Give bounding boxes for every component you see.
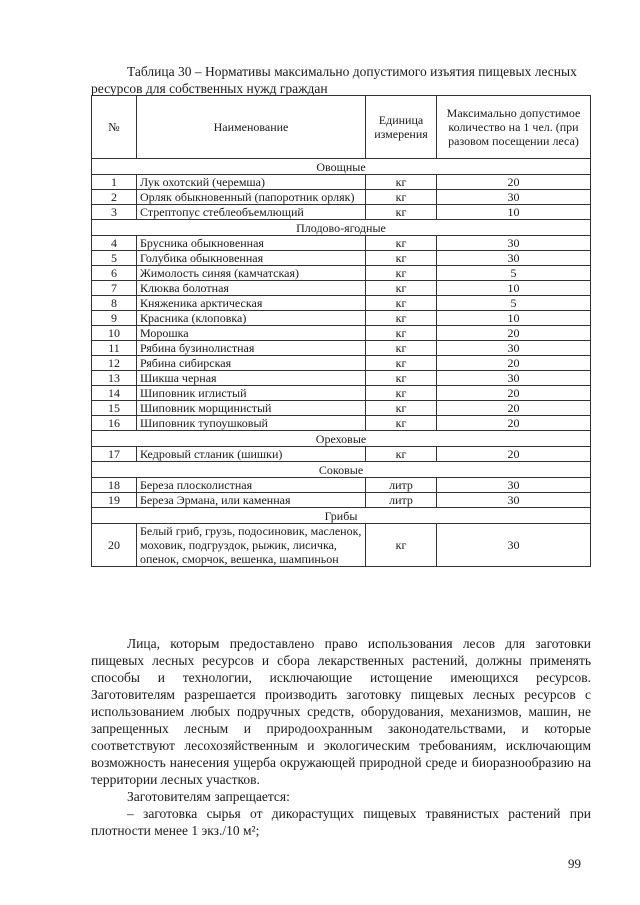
table-row — [92, 190, 591, 205]
table-row — [92, 524, 591, 567]
cell-name: Рябина бузинолистная — [137, 341, 366, 356]
cell-num: 8 — [92, 296, 137, 311]
cell-max: 20 — [437, 416, 591, 431]
cell-max: 30 — [437, 236, 591, 251]
cell-unit: литр — [366, 478, 437, 493]
cell-unit: кг — [366, 416, 437, 431]
table-row — [92, 175, 591, 190]
table-row — [92, 296, 591, 311]
cell-unit: кг — [366, 311, 437, 326]
cell-unit: кг — [366, 190, 437, 205]
cell-unit: литр — [366, 493, 437, 508]
cell-max: 10 — [437, 281, 591, 296]
cell-num: 9 — [92, 311, 137, 326]
header-name: Наименование — [137, 96, 366, 159]
table-row — [92, 236, 591, 251]
cell-name: Шиповник иглистый — [137, 386, 366, 401]
cell-num: 15 — [92, 401, 137, 416]
cell-num: 3 — [92, 205, 137, 220]
cell-name: Кедровый стланик (шишки) — [137, 447, 366, 462]
group-title: Плодово-ягодные — [92, 220, 591, 236]
cell-name: Лук охотский (черемша) — [137, 175, 366, 190]
cell-num: 10 — [92, 326, 137, 341]
cell-unit: кг — [366, 326, 437, 341]
cell-unit: кг — [366, 356, 437, 371]
cell-unit: кг — [366, 266, 437, 281]
cell-num: 4 — [92, 236, 137, 251]
page-number: 99 — [568, 856, 581, 871]
cell-name: Голубика обыкновенная — [137, 251, 366, 266]
header-max: Максимально допустимое количество на 1 чел. (при разовом посещении леса) — [437, 96, 591, 159]
cell-name: Белый гриб, грузь, подосиновик, масленок, моховик, подгруздок, рыжик, лисичка, опенок, сморчок, вешенка, шампиньон — [137, 524, 366, 567]
cell-name: Шикша черная — [137, 371, 366, 386]
cell-max: 20 — [437, 447, 591, 462]
cell-max: 5 — [437, 266, 591, 281]
cell-name: Шиповник морщинистый — [137, 401, 366, 416]
table-row — [92, 281, 591, 296]
cell-max: 30 — [437, 190, 591, 205]
table-body — [92, 159, 591, 567]
table-row — [92, 493, 591, 508]
group-title: Грибы — [92, 508, 591, 524]
paragraph-1: Лица, которым предоставлено право использования лесов для заготовки пищевых лесных ресурсов и сбора лекарственных растений, должны применять способы и технологии, исключающие истощение имеющихся ресурсов. Заготовителям разрешается производить заготовку пищевых лесных ресурсов с использованием любых подручных средств, оборудования, механизмов, машин, не запрещенных лесным и природоохранным законодательствами, и которые соответствуют лесохозяйственным и экологическим требованиям, исключающим возможность нанесения ущерба окружающей природной среде и биоразнообразию на территории лесных участков. — [91, 636, 591, 787]
cell-num: 18 — [92, 478, 137, 493]
cell-unit: кг — [366, 281, 437, 296]
cell-num: 20 — [92, 524, 137, 567]
header-unit: Единица измерения — [366, 96, 437, 159]
cell-num: 5 — [92, 251, 137, 266]
table-row — [92, 416, 591, 431]
table-caption: Таблица 30 – Нормативы максимально допустимого изъятия пищевых лесных ресурсов для собственных нужд граждан — [91, 64, 577, 96]
table-row — [92, 326, 591, 341]
cell-max: 10 — [437, 205, 591, 220]
cell-unit: кг — [366, 236, 437, 251]
group-title: Овощные — [92, 159, 591, 175]
table-row — [92, 401, 591, 416]
cell-unit: кг — [366, 341, 437, 356]
cell-num: 11 — [92, 341, 137, 356]
header-num: № — [92, 96, 137, 159]
paragraph-3: – заготовка сырья от дикорастущих пищевых травянистых растений при плотности менее 1 экз./10 м²; — [91, 806, 591, 838]
group-row — [92, 220, 591, 236]
cell-num: 19 — [92, 493, 137, 508]
norms-table — [91, 95, 591, 567]
table-row — [92, 266, 591, 281]
table-row — [92, 356, 591, 371]
cell-unit: кг — [366, 524, 437, 567]
cell-name: Береза плосколистная — [137, 478, 366, 493]
cell-num: 17 — [92, 447, 137, 462]
cell-max: 20 — [437, 326, 591, 341]
group-title: Ореховые — [92, 431, 591, 447]
cell-num: 12 — [92, 356, 137, 371]
body-text — [91, 635, 591, 839]
cell-unit: кг — [366, 205, 437, 220]
table-row — [92, 371, 591, 386]
cell-unit: кг — [366, 296, 437, 311]
table-row — [92, 311, 591, 326]
cell-unit: кг — [366, 386, 437, 401]
cell-name: Орляк обыкновенный (папоротник орляк) — [137, 190, 366, 205]
cell-name: Красника (клоповка) — [137, 311, 366, 326]
cell-max: 20 — [437, 401, 591, 416]
cell-num: 2 — [92, 190, 137, 205]
table-row — [92, 205, 591, 220]
cell-name: Жимолость синяя (камчатская) — [137, 266, 366, 281]
group-row — [92, 462, 591, 478]
cell-name: Рябина сибирская — [137, 356, 366, 371]
cell-num: 7 — [92, 281, 137, 296]
group-title: Соковые — [92, 462, 591, 478]
paragraph-2: Заготовителям запрещается: — [127, 789, 290, 804]
cell-name: Клюква болотная — [137, 281, 366, 296]
cell-unit: кг — [366, 447, 437, 462]
cell-max: 20 — [437, 356, 591, 371]
group-row — [92, 508, 591, 524]
cell-max: 30 — [437, 493, 591, 508]
cell-max: 30 — [437, 524, 591, 567]
cell-name: Брусника обыкновенная — [137, 236, 366, 251]
group-row — [92, 159, 591, 175]
cell-name: Береза Эрмана, или каменная — [137, 493, 366, 508]
cell-max: 30 — [437, 341, 591, 356]
cell-name: Морошка — [137, 326, 366, 341]
cell-unit: кг — [366, 401, 437, 416]
cell-max: 20 — [437, 386, 591, 401]
cell-max: 20 — [437, 175, 591, 190]
cell-num: 16 — [92, 416, 137, 431]
table-row — [92, 478, 591, 493]
table-row — [92, 341, 591, 356]
cell-name: Шиповник тупоушковый — [137, 416, 366, 431]
cell-num: 6 — [92, 266, 137, 281]
cell-num: 14 — [92, 386, 137, 401]
cell-unit: кг — [366, 175, 437, 190]
table-row — [92, 447, 591, 462]
table-header-row — [92, 96, 591, 159]
cell-unit: кг — [366, 251, 437, 266]
cell-num: 1 — [92, 175, 137, 190]
cell-max: 30 — [437, 371, 591, 386]
table-row — [92, 251, 591, 266]
cell-max: 30 — [437, 478, 591, 493]
cell-max: 10 — [437, 311, 591, 326]
cell-name: Стрептопус стеблеобъемлющий — [137, 205, 366, 220]
cell-unit: кг — [366, 371, 437, 386]
group-row — [92, 431, 591, 447]
table-row — [92, 386, 591, 401]
cell-max: 5 — [437, 296, 591, 311]
cell-max: 30 — [437, 251, 591, 266]
cell-num: 13 — [92, 371, 137, 386]
cell-name: Княженика арктическая — [137, 296, 366, 311]
